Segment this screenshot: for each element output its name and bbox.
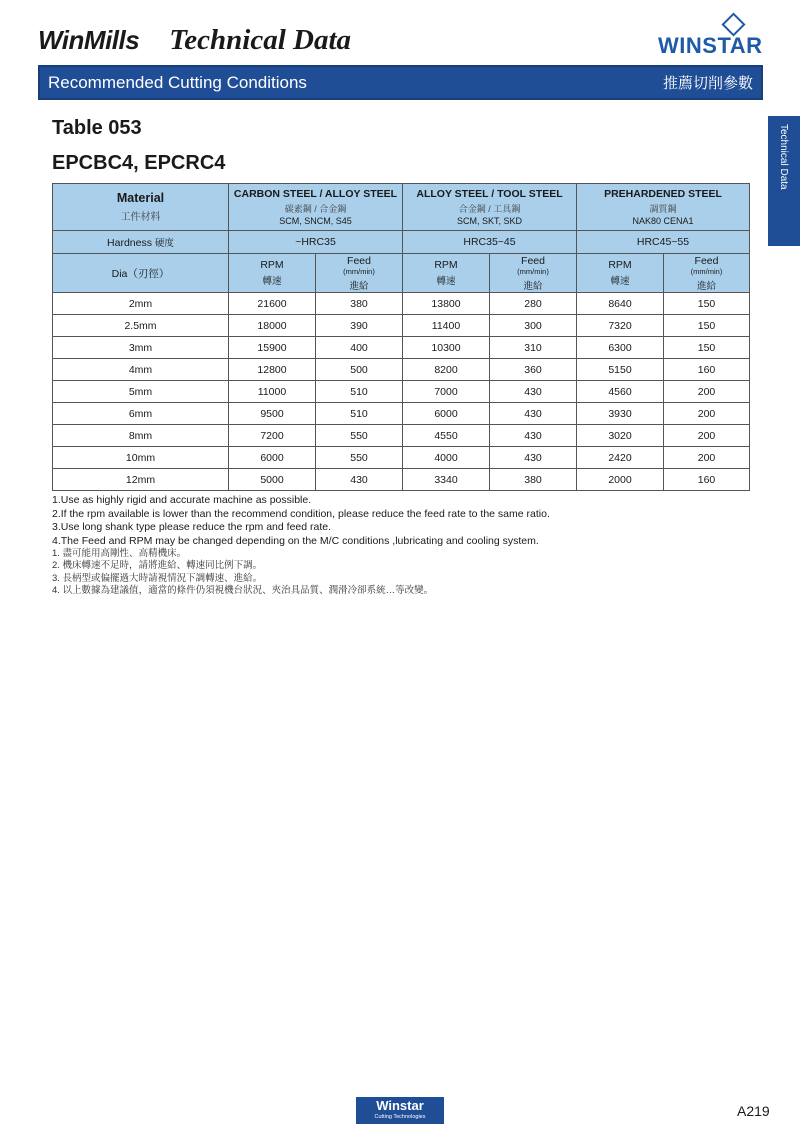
note-zh: 1. 盡可能用高剛性、高精機床。 [52,548,187,559]
rpm-label-zh: 轉速 [262,276,282,287]
dia-cell: 8mm [53,425,229,447]
rpm-header [403,254,490,293]
side-tab-technical-data[interactable] [768,116,800,246]
hardness-value: HRC45~55 [577,231,750,254]
group-title: ALLOY STEEL / TOOL STEEL [416,188,563,200]
feed-cell: 550 [316,425,403,447]
feed-label-zh: 進給 [697,280,717,292]
feed-cell: 550 [316,447,403,469]
rpm-header [229,254,316,293]
section-header-bar [38,65,763,100]
feed-cell: 300 [490,315,577,337]
rpm-cell: 5150 [577,359,664,381]
feed-cell: 430 [490,425,577,447]
feed-cell: 150 [664,293,750,315]
dia-cell: 2.5mm [53,315,229,337]
table-row [53,447,750,469]
group-title: PREHARDENED STEEL [604,188,722,200]
hardness-label-cell [53,231,229,254]
feed-unit: (mm/min) [343,266,375,276]
feed-cell: 430 [490,447,577,469]
feed-cell: 200 [664,447,750,469]
rpm-cell: 21600 [229,293,316,315]
feed-cell: 510 [316,403,403,425]
feed-cell: 430 [490,403,577,425]
section-title-zh: 推薦切削參數 [662,75,753,92]
group-title-zh: 調質鋼 [649,204,677,214]
feed-cell: 310 [490,337,577,359]
winstar-logo [658,16,762,56]
side-tab-label: Technical Data [778,124,789,190]
table-id: Table 053 [52,117,142,139]
rpm-label: RPM [260,259,284,271]
rpm-cell: 11000 [229,381,316,403]
section-title-en: Recommended Cutting Conditions [48,72,307,92]
dia-header-row [53,254,750,293]
note-en: 3.Use long shank type please reduce the rpm and feed rate. [52,521,332,533]
rpm-label-zh: 轉速 [610,276,630,287]
feed-cell: 430 [490,381,577,403]
feed-cell: 200 [664,381,750,403]
winstar-logo-text: WINSTAR [658,33,763,58]
table-row [53,315,750,337]
rpm-cell: 7320 [577,315,664,337]
rpm-cell: 3340 [403,469,490,491]
feed-cell: 400 [316,337,403,359]
material-header-row [53,184,750,231]
footer-logo-name: Winstar [376,1098,424,1113]
note-en: 2.If the rpm available is lower than the recommend condition, please reduce the feed rate to the same ratio. [52,507,550,520]
model-title: EPCBC4, EPCRC4 [52,152,226,174]
hardness-label-zh: 硬度 [154,238,174,249]
note-zh: 4. 以上數據為建議值，適當的條件仍須視機台狀況、夾治具品質、潤滑冷卻系統…等改變。 [52,584,434,596]
rpm-cell: 3020 [577,425,664,447]
dia-cell: 10mm [53,447,229,469]
dia-cell: 5mm [53,381,229,403]
dia-cell: 3mm [53,337,229,359]
feed-cell: 150 [664,337,750,359]
dia-cell: 6mm [53,403,229,425]
group-title-zh: 合金鋼 / 工具鋼 [458,204,521,214]
feed-cell: 160 [664,359,750,381]
rpm-cell: 6000 [403,403,490,425]
rpm-cell: 4550 [403,425,490,447]
rpm-cell: 2000 [577,469,664,491]
rpm-cell: 10300 [403,337,490,359]
dia-cell: 2mm [53,293,229,315]
table-row [53,293,750,315]
feed-unit: (mm/min) [517,266,549,276]
winmills-logo: WinMills [38,25,140,55]
rpm-cell: 15900 [229,337,316,359]
hardness-row [53,231,750,254]
feed-cell: 380 [490,469,577,491]
material-label-cell [53,184,229,231]
rpm-cell: 9500 [229,403,316,425]
note-zh: 3. 長柄型或偏擺過大時請視情況下調轉速、進給。 [52,572,263,584]
feed-cell: 390 [316,315,403,337]
dia-cell: 4mm [53,359,229,381]
rpm-label: RPM [434,259,458,271]
material-label-zh: 工件材料 [120,212,161,223]
rpm-cell: 4560 [577,381,664,403]
dia-cell: 12mm [53,469,229,491]
rpm-cell: 11400 [403,315,490,337]
feed-label-zh: 進給 [349,280,369,292]
page-title: Technical Data [169,24,352,56]
group-standards: NAK80 CENA1 [632,216,694,226]
note-en: 1.Use as highly rigid and accurate machine as possible. [52,494,312,506]
rpm-cell: 7000 [403,381,490,403]
table-row [53,403,750,425]
group-standards: SCM, SKT, SKD [456,216,522,226]
material-label: Material [116,191,165,205]
rpm-cell: 2420 [577,447,664,469]
rpm-cell: 3930 [577,403,664,425]
feed-label-zh: 進給 [523,280,543,292]
feed-header [664,254,750,293]
material-group-2 [403,184,577,231]
table-row [53,337,750,359]
dia-label: Dia（刃徑） [53,254,229,293]
cutting-conditions-table [52,183,750,491]
feed-cell: 150 [664,315,750,337]
feed-label: Feed [694,254,719,267]
feed-cell: 380 [316,293,403,315]
note-en: 4.The Feed and RPM may be changed depending on the M/C conditions ,lubricating and cooling system. [52,534,539,547]
rpm-header [577,254,664,293]
rpm-cell: 12800 [229,359,316,381]
group-title: CARBON STEEL / ALLOY STEEL [233,188,398,200]
notes-chinese [52,548,433,597]
rpm-cell: 6000 [229,447,316,469]
feed-cell: 510 [316,381,403,403]
feed-header [490,254,577,293]
feed-cell: 360 [490,359,577,381]
hardness-value: ~HRC35 [229,231,403,254]
material-group-3 [577,184,750,231]
page-number: A219 [737,1103,770,1119]
rpm-label-zh: 轉速 [436,276,456,287]
rpm-cell: 13800 [403,293,490,315]
feed-label: Feed [347,254,371,267]
rpm-cell: 5000 [229,469,316,491]
feed-unit: (mm/min) [690,266,723,276]
table-row [53,381,750,403]
rpm-cell: 7200 [229,425,316,447]
rpm-cell: 18000 [229,315,316,337]
rpm-cell: 8200 [403,359,490,381]
feed-label: Feed [521,254,545,267]
table-row [53,359,750,381]
feed-cell: 200 [664,403,750,425]
feed-header [316,254,403,293]
feed-cell: 160 [664,469,750,491]
material-group-1 [229,184,403,231]
rpm-cell: 6300 [577,337,664,359]
group-title-zh: 碳素鋼 / 合金鋼 [284,204,347,214]
footer-logo-tagline: Cutting Technologies [374,1114,426,1120]
feed-cell: 500 [316,359,403,381]
rpm-cell: 8640 [577,293,664,315]
feed-cell: 430 [316,469,403,491]
page-header-left [38,24,351,57]
notes-english [52,494,550,548]
hardness-value: HRC35~45 [403,231,577,254]
footer-winstar-logo [356,1097,444,1124]
table-row [53,469,750,491]
table-row [53,425,750,447]
note-zh: 2. 機床轉速不足時，請將進給、轉速同比例下調。 [52,560,263,572]
feed-cell: 200 [664,425,750,447]
table-body [53,293,750,491]
rpm-label: RPM [608,259,632,271]
group-standards: SCM, SNCM, S45 [279,216,352,226]
rpm-cell: 4000 [403,447,490,469]
feed-cell: 280 [490,293,577,315]
hardness-label: Hardness [107,237,152,249]
